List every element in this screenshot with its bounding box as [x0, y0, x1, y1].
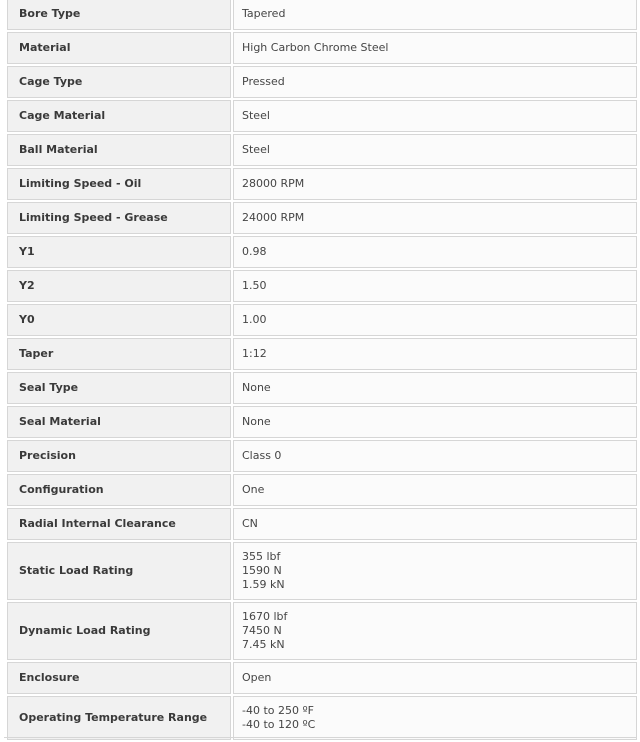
- spec-value: [233, 440, 637, 472]
- spec-row: [7, 236, 637, 268]
- spec-row: [7, 372, 637, 404]
- spec-value-line: Class 0: [242, 449, 282, 462]
- spec-label: Static Load Rating: [7, 542, 231, 600]
- spec-label: Material: [7, 32, 231, 64]
- spec-label: Limiting Speed - Oil: [7, 168, 231, 200]
- spec-row: [7, 168, 637, 200]
- spec-label: Y2: [7, 270, 231, 302]
- spec-value: [233, 542, 637, 600]
- spec-row: [7, 304, 637, 336]
- spec-value: [233, 372, 637, 404]
- spec-row: [7, 32, 637, 64]
- spec-value-line: Steel: [242, 109, 270, 122]
- spec-label: Precision: [7, 440, 231, 472]
- spec-value-line: 0.98: [242, 245, 267, 258]
- table-bottom-border: [4, 737, 636, 738]
- spec-label: Seal Material: [7, 406, 231, 438]
- spec-value: [233, 696, 637, 740]
- spec-value: [233, 662, 637, 694]
- spec-value: [233, 100, 637, 132]
- spec-row: [7, 440, 637, 472]
- spec-value-line: None: [242, 415, 271, 428]
- spec-row: [7, 66, 637, 98]
- spec-value: [233, 508, 637, 540]
- spec-value-line: 1670 lbf: [242, 610, 288, 623]
- spec-value: [233, 474, 637, 506]
- spec-label: Taper: [7, 338, 231, 370]
- spec-row: [7, 270, 637, 302]
- spec-value-line: Pressed: [242, 75, 285, 88]
- spec-row: [7, 474, 637, 506]
- spec-value-line: 1:12: [242, 347, 267, 360]
- spec-label: Bore Type: [7, 0, 231, 30]
- spec-value-line: 24000 RPM: [242, 211, 305, 224]
- spec-row: [7, 338, 637, 370]
- spec-row: [7, 0, 637, 30]
- spec-row: [7, 134, 637, 166]
- spec-value-line: None: [242, 381, 271, 394]
- spec-value-line: 28000 RPM: [242, 177, 305, 190]
- spec-row: [7, 602, 637, 660]
- spec-value-line: 1.00: [242, 313, 267, 326]
- spec-value-line: Open: [242, 671, 272, 684]
- spec-value: [233, 406, 637, 438]
- spec-label: Ball Material: [7, 134, 231, 166]
- spec-value: [233, 236, 637, 268]
- spec-row: [7, 542, 637, 600]
- spec-value: [233, 0, 637, 30]
- spec-label: Configuration: [7, 474, 231, 506]
- spec-row: [7, 662, 637, 694]
- spec-value: [233, 66, 637, 98]
- spec-value: [233, 602, 637, 660]
- spec-value: [233, 134, 637, 166]
- spec-value-line: Tapered: [242, 7, 286, 20]
- spec-value-line: 7450 N: [242, 624, 282, 637]
- specifications-table-body: [7, 0, 637, 740]
- spec-row: [7, 202, 637, 234]
- spec-label: Enclosure: [7, 662, 231, 694]
- spec-value: [233, 202, 637, 234]
- spec-value-line: 1.59 kN: [242, 578, 285, 591]
- spec-value-line: High Carbon Chrome Steel: [242, 41, 389, 54]
- spec-value: [233, 270, 637, 302]
- spec-row: [7, 508, 637, 540]
- spec-label: Y0: [7, 304, 231, 336]
- spec-label: Y1: [7, 236, 231, 268]
- spec-value: [233, 32, 637, 64]
- spec-label: Cage Type: [7, 66, 231, 98]
- spec-value-line: One: [242, 483, 265, 496]
- spec-value-line: CN: [242, 517, 258, 530]
- spec-row: [7, 100, 637, 132]
- spec-label: Seal Type: [7, 372, 231, 404]
- spec-label: Radial Internal Clearance: [7, 508, 231, 540]
- spec-row: [7, 406, 637, 438]
- spec-label: Operating Temperature Range: [7, 696, 231, 740]
- spec-value-line: 1.50: [242, 279, 267, 292]
- spec-value: [233, 304, 637, 336]
- spec-label: Limiting Speed - Grease: [7, 202, 231, 234]
- spec-value-line: Steel: [242, 143, 270, 156]
- specifications-table: [5, 0, 639, 742]
- spec-value-line: -40 to 120 ºC: [242, 718, 316, 731]
- spec-value-line: 355 lbf: [242, 550, 281, 563]
- spec-value: [233, 338, 637, 370]
- spec-label: Dynamic Load Rating: [7, 602, 231, 660]
- spec-row: [7, 696, 637, 740]
- spec-value-line: 7.45 kN: [242, 638, 285, 651]
- spec-value-line: 1590 N: [242, 564, 282, 577]
- spec-value: [233, 168, 637, 200]
- spec-label: Cage Material: [7, 100, 231, 132]
- spec-value-line: -40 to 250 ºF: [242, 704, 315, 717]
